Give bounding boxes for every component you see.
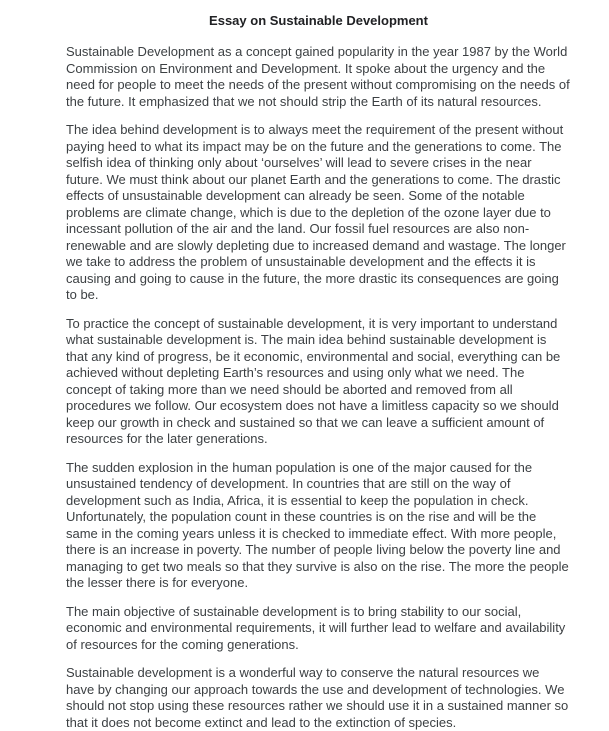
essay-paragraph-practice-concept: To practice the concept of sustainable development, it is very important to understand what sustainable development is. The main idea behind sustainable development is that any kind of progress, be it economic, environmental and social, everything can be achieved without depleting Earth’s resources and using only what we need. The concept of taking more than we need should be aborted and removed from all procedures we follow. Our ecosystem does not have a limitless capacity so we should keep our growth in check and sustained so that we can leave a sufficient amount of resources for the later generations. — [66, 315, 561, 446]
essay-paragraph-conclusion: Sustainable development is a wonderful way to conserve the natural resources we have by changing our approach towards the use and development of technologies. We should not stop using these resources rather we should use it in a sustained manner so that it does not become extinct and lead to the extinction of species. — [66, 665, 569, 730]
essay-paragraph-population: The sudden explosion in the human population is one of the major caused for the unsustained tendency of development. In countries that are still on the way of development such as India, Africa, it is essential to keep the population in check. Unfortunately, the population count in these countries is on the rise and will be the same in the coming years unless it is checked to immediate effect. With more people, there is an increase in poverty. The number of people living below the poverty line and managing to get two meals so that they survive is also on the rise. The more the people the lesser there is for everyone. — [66, 459, 569, 590]
essay-title: Essay on Sustainable Development — [209, 13, 428, 28]
essay-paragraph-intro: Sustainable Development as a concept gained popularity in the year 1987 by the World Commission on Environment and Development. It spoke about the urgency and the need for people to meet the needs of the present without compromising on the needs of the future. It emphasized that we not should strip the Earth of its natural resources. — [66, 44, 570, 109]
essay-paragraph-main-objective: The main objective of sustainable development is to bring stability to our social, economic and environmental requirements, it will further lead to welfare and availability of resources for the coming generations. — [66, 603, 566, 652]
essay-paragraph-idea-behind-development: The idea behind development is to always meet the requirement of the present without paying heed to what its impact may be on the future and the generations to come. The selfish idea of thinking only about ‘ourselves’ will lead to severe crises in the near future. We must think about our planet Earth and the generations to come. The drastic effects of unsustainable development can already be seen. Some of the notable problems are climate change, which is due to the depletion of the ozone layer due to incessant pollution of the air and the land. Our fossil fuel resources are also non-renewable and are slowly depleting due to increased demand and wastage. The longer we take to address the problem of unsustainable development and the effects it is causing and going to cause in the future, the more drastic its consequences are going to be. — [66, 122, 566, 302]
